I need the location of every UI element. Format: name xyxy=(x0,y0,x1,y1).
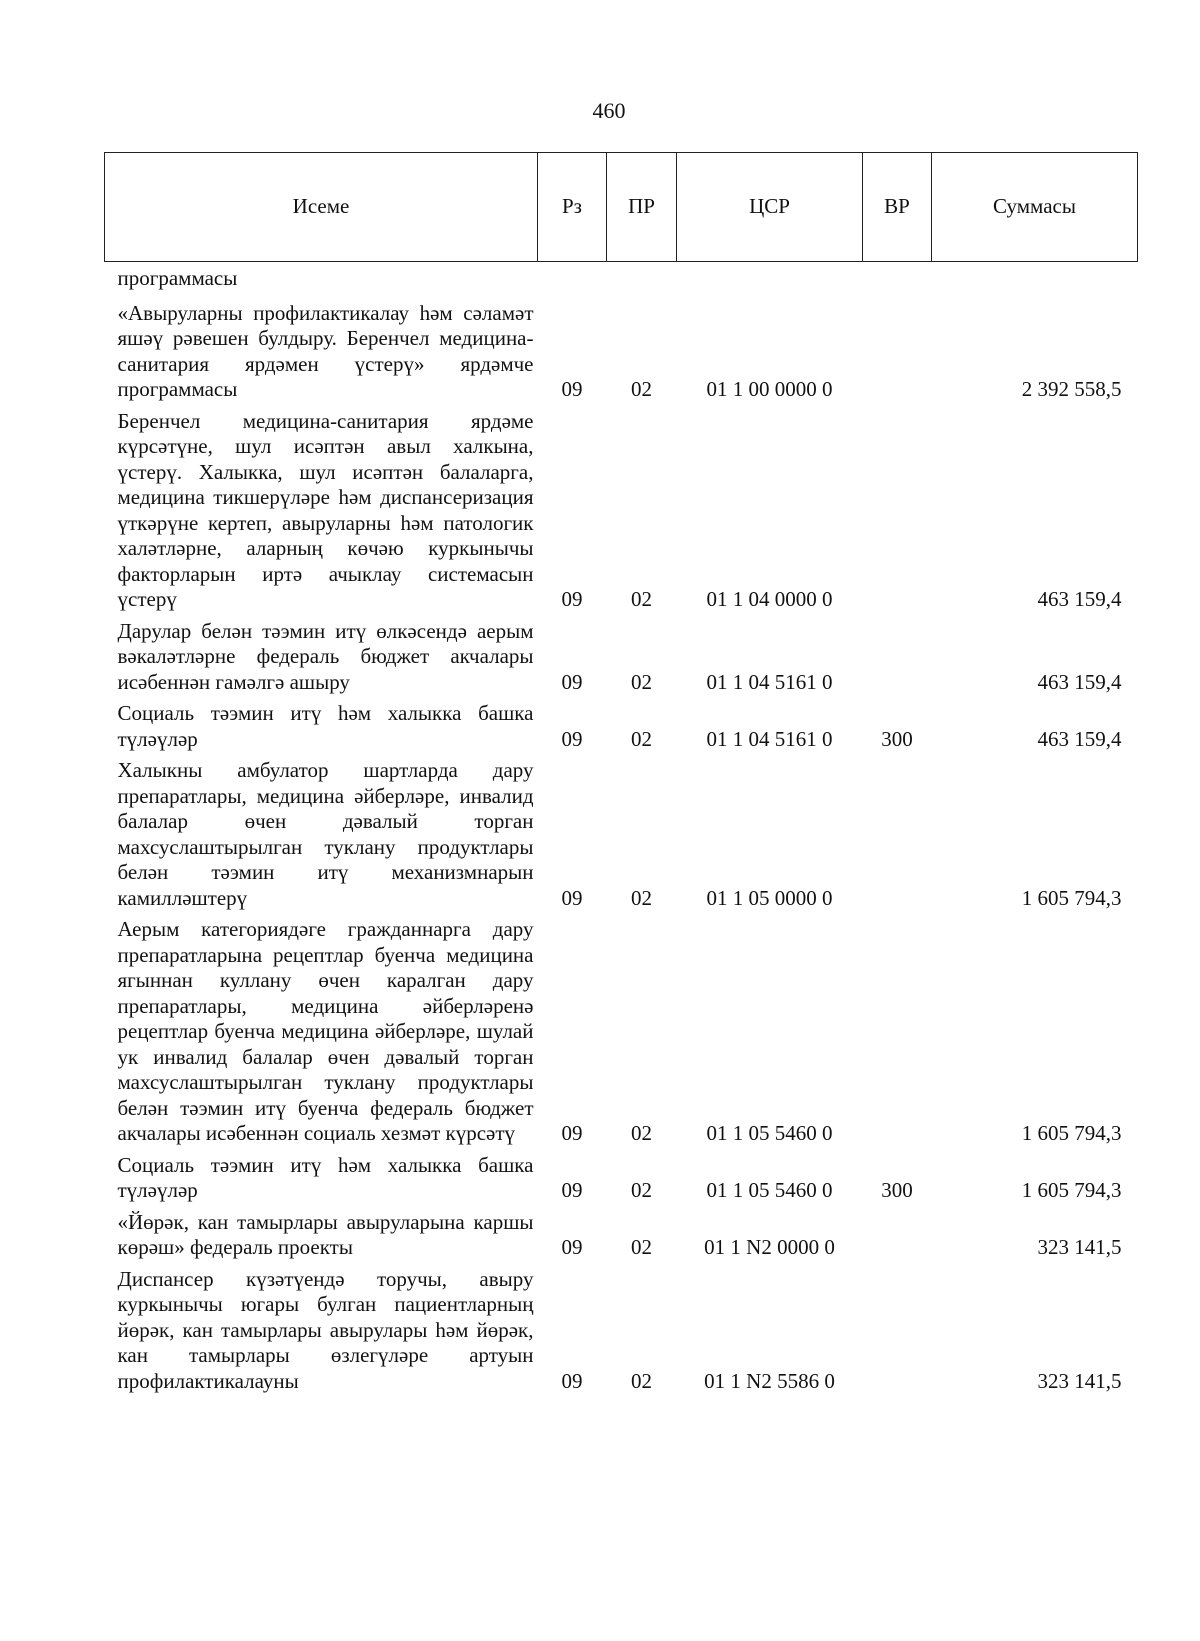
row-name: Халыкны амбулатор шартларда дару препаратлары, медицина әйберләре, инвалид балалар өчен дәвалый торган махсуслаштырылган туклану продуктлары белән тәэмин итү механизмнарын камилләштерү xyxy=(117,758,534,910)
row-rz: 09 xyxy=(561,377,583,401)
row-rz xyxy=(538,262,607,298)
header-pr: ПР xyxy=(607,153,677,262)
row-name: Аерым категориядәге гражданнарга дару препаратларына рецептлар буенча медицина ягыннан куллану өчен каралган дару препаратлары, медицина әйберләренә рецептлар буенча медицина әйберләре, шулай ук инвалид балалар өчен дәвалый торган махсуслаштырылган туклану продуктлары белән тәэмин итү буенча федераль бюджет акчалары исәбеннән социаль хезмәт күрсәтү xyxy=(117,917,534,1145)
header-sum: Суммасы xyxy=(932,153,1138,262)
table-body xyxy=(105,262,1138,1398)
row-pr: 02 xyxy=(631,1235,652,1259)
row-sum: 1 605 794,3 xyxy=(1021,1178,1122,1202)
row-vr xyxy=(863,1264,932,1398)
page-number: 460 xyxy=(592,98,626,123)
row-sum: 463 159,4 xyxy=(1037,726,1122,751)
row-sum: 2 392 558,5 xyxy=(1021,377,1122,401)
row-vr xyxy=(863,1207,932,1264)
table-row xyxy=(105,755,1138,914)
table-row xyxy=(105,298,1138,406)
row-vr xyxy=(863,298,932,406)
row-pr: 02 xyxy=(631,1121,652,1145)
row-vr xyxy=(863,406,932,616)
table-row xyxy=(105,406,1138,616)
row-rz: 09 xyxy=(561,1235,583,1259)
row-name: Диспансер күзәтүендә торучы, авыру куркынычы югары булган пациентларның йөрәк, кан тамырлары авырулары һәм йөрәк, кан тамырлары өзлегүләре артуын профилактикалауны xyxy=(117,1266,534,1393)
row-name: «Йөрәк, кан тамырлары авыруларына каршы көрәш» федераль проекты xyxy=(117,1209,534,1259)
row-rz: 09 xyxy=(561,1368,583,1393)
row-name: Дарулар белән тәэмин итү өлкәсендә аерым вәкаләтләрне федераль бюджет акчалары исәбеннән гамәлгә ашыру xyxy=(117,618,534,694)
row-pr: 02 xyxy=(631,587,652,611)
table-row xyxy=(105,1150,1138,1207)
table-row xyxy=(105,1264,1138,1398)
row-name: «Авыруларны профилактикалау һәм сәламәт яшәү рәвешен булдыру. Беренчел медицина-санитария ярдәмен үстерү» ярдәмче программасы xyxy=(117,300,534,401)
table-header xyxy=(105,153,1138,262)
row-sum xyxy=(932,262,1138,298)
header-csr: ЦСР xyxy=(677,153,863,262)
row-csr: 01 1 00 0000 0 xyxy=(706,377,833,401)
row-pr: 02 xyxy=(631,377,652,401)
budget-table xyxy=(104,152,1138,1397)
row-pr xyxy=(607,262,677,298)
row-csr: 01 1 05 0000 0 xyxy=(706,885,833,910)
table-row xyxy=(105,1207,1138,1264)
row-sum: 1 605 794,3 xyxy=(1021,1121,1122,1145)
header-vr: ВР xyxy=(863,153,932,262)
row-pr: 02 xyxy=(631,1368,652,1393)
row-rz: 09 xyxy=(561,885,583,910)
row-sum: 463 159,4 xyxy=(1037,669,1122,694)
row-csr: 01 1 04 5161 0 xyxy=(706,669,833,694)
row-pr: 02 xyxy=(631,669,652,694)
row-sum: 323 141,5 xyxy=(1037,1235,1122,1259)
row-name: Социаль тәэмин итү һәм халыкка башка түләүләр xyxy=(117,1152,534,1202)
row-pr: 02 xyxy=(631,726,652,751)
row-pr: 02 xyxy=(631,885,652,910)
row-sum: 1 605 794,3 xyxy=(1021,885,1122,910)
row-vr: 300 xyxy=(881,1178,913,1202)
row-csr: 01 1 04 0000 0 xyxy=(706,587,833,611)
row-rz: 09 xyxy=(561,1178,583,1202)
row-csr: 01 1 04 5161 0 xyxy=(706,726,833,751)
row-rz: 09 xyxy=(561,587,583,611)
row-csr: 01 1 05 5460 0 xyxy=(706,1178,833,1202)
table-row xyxy=(105,914,1138,1150)
row-vr: 300 xyxy=(881,726,913,751)
table-row xyxy=(105,698,1138,755)
row-name: Социаль тәэмин итү һәм халыкка башка түләүләр xyxy=(117,701,534,751)
row-vr xyxy=(863,616,932,699)
row-csr: 01 1 N2 0000 0 xyxy=(704,1235,835,1259)
table-row xyxy=(105,616,1138,699)
row-csr: 01 1 05 5460 0 xyxy=(706,1121,833,1145)
row-sum: 463 159,4 xyxy=(1037,587,1122,611)
header-name: Исеме xyxy=(105,153,538,262)
table-row xyxy=(105,262,1138,298)
row-rz: 09 xyxy=(561,1121,583,1145)
row-csr xyxy=(677,262,863,298)
row-vr xyxy=(863,755,932,914)
row-name: программасы xyxy=(117,266,238,290)
row-rz: 09 xyxy=(561,726,583,751)
row-csr: 01 1 N2 5586 0 xyxy=(704,1368,835,1393)
row-vr xyxy=(863,914,932,1150)
row-name: Беренчел медицина-санитария ярдәме күрсәтүне, шул исәптән авыл халкына, үстерү. Халыкка, шул исәптән балаларга, медицина тикшерүләре һәм диспансеризация үткәрүне кертеп, авыруларны һәм патологик халәтләрне, аларның көчәю куркынычы факторларын иртә ачыклау системасын үстерү xyxy=(117,408,534,611)
row-pr: 02 xyxy=(631,1178,652,1202)
row-sum: 323 141,5 xyxy=(1037,1368,1122,1393)
header-rz: Рз xyxy=(538,153,607,262)
row-rz: 09 xyxy=(561,669,583,694)
row-vr xyxy=(863,262,932,298)
